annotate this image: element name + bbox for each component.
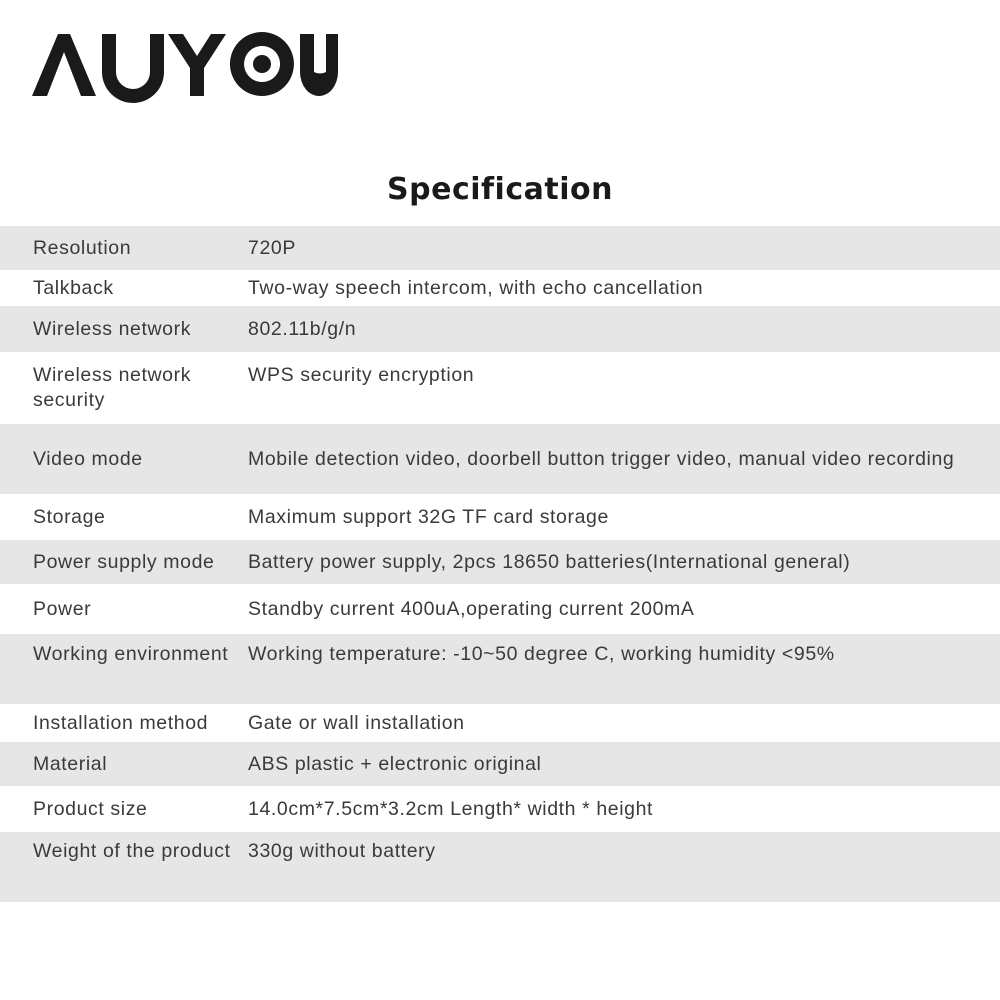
spec-row-wireless-security bbox=[0, 352, 1000, 424]
spec-row-storage bbox=[0, 494, 1000, 540]
spec-value: 802.11b/g/n bbox=[248, 317, 357, 340]
spec-table bbox=[0, 226, 1000, 902]
spec-row-wireless-network bbox=[0, 306, 1000, 352]
spec-label: Installation method bbox=[33, 711, 209, 734]
spec-value: 330g without battery bbox=[248, 840, 436, 862]
spec-label: Storage bbox=[33, 505, 106, 528]
spec-value: Two-way speech intercom, with echo cancellation bbox=[248, 276, 704, 299]
spec-row-video-mode bbox=[0, 424, 1000, 494]
spec-label: Working environment bbox=[33, 643, 229, 665]
spec-label: Resolution bbox=[33, 236, 132, 259]
spec-row-product-size bbox=[0, 786, 1000, 832]
spec-value: WPS security encryption bbox=[248, 364, 475, 386]
spec-label: Product size bbox=[33, 797, 148, 820]
spec-row-power-supply-mode bbox=[0, 540, 1000, 584]
spec-value: Mobile detection video, doorbell button trigger video, manual video recording bbox=[248, 447, 955, 470]
spec-row-material bbox=[0, 742, 1000, 786]
spec-value: 720P bbox=[248, 236, 296, 259]
spec-label: Wireless network bbox=[33, 317, 192, 340]
spec-value: Working temperature: -10~50 degree C, working humidity <95% bbox=[248, 643, 835, 665]
spec-row-working-environment bbox=[0, 634, 1000, 704]
spec-value: 14.0cm*7.5cm*3.2cm Length* width * height bbox=[248, 797, 654, 820]
spec-row-power bbox=[0, 584, 1000, 634]
spec-label: Video mode bbox=[33, 447, 143, 470]
spec-row-resolution bbox=[0, 226, 1000, 270]
spec-row-installation-method bbox=[0, 704, 1000, 742]
spec-label: Power bbox=[33, 597, 92, 620]
spec-value: Maximum support 32G TF card storage bbox=[248, 505, 609, 528]
spec-label: Weight of the product bbox=[33, 840, 231, 862]
spec-label: Power supply mode bbox=[33, 550, 215, 573]
spec-value: ABS plastic + electronic original bbox=[248, 752, 542, 775]
page-title: Specification bbox=[387, 172, 613, 207]
spec-value: Battery power supply, 2pcs 18650 batteries(International general) bbox=[248, 550, 851, 573]
spec-value: Standby current 400uA,operating current 200mA bbox=[248, 597, 695, 620]
brand-logo bbox=[30, 26, 340, 104]
spec-label: Wireless network security bbox=[33, 364, 192, 411]
spec-value: Gate or wall installation bbox=[248, 711, 465, 734]
spec-label: Material bbox=[33, 752, 108, 775]
spec-row-weight bbox=[0, 832, 1000, 902]
spec-row-talkback bbox=[0, 270, 1000, 306]
spec-label: Talkback bbox=[33, 276, 114, 299]
